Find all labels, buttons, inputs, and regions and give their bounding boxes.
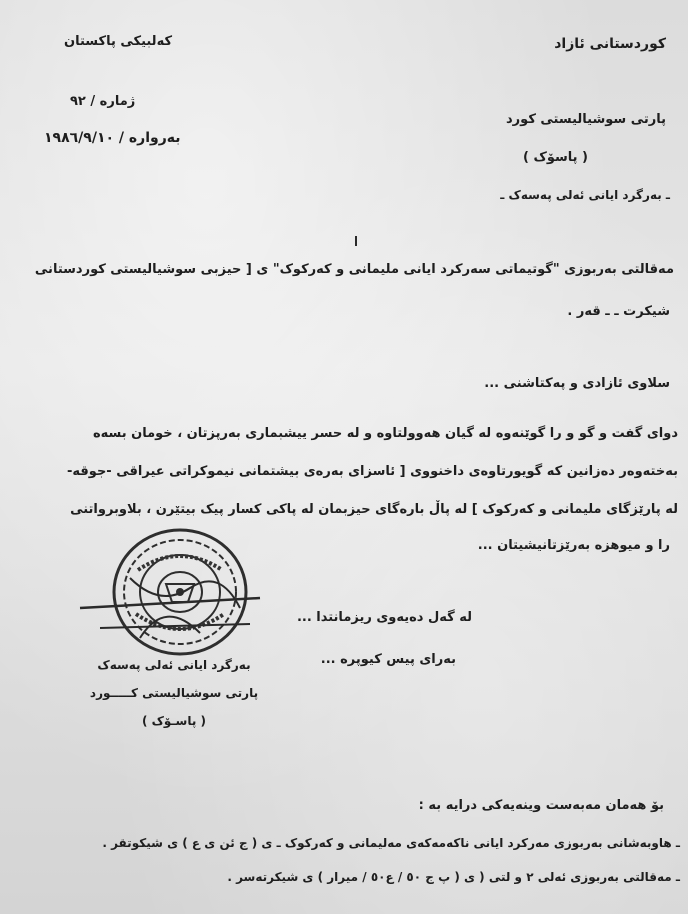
body-line-4: را و میوهزە بەرێزتانیشیتان ... bbox=[477, 538, 670, 553]
document-date: بەرواره / ١٩٨٦/٩/١٠ bbox=[44, 130, 181, 146]
addressee-line: ـ بەرگرد ایانی ئەلی پەسەک ـ bbox=[500, 188, 670, 202]
header-left-title: کەلبیکی پاکستان bbox=[64, 34, 173, 49]
signature-line-3: ( پاسـۆک ) bbox=[141, 714, 207, 728]
subject-line-2: شیکرت ـ ـ قەر . bbox=[567, 304, 670, 319]
signature-block bbox=[64, 658, 284, 738]
cc-line-1: ـ هاوبەشانی بەربوزی مەرکرد ایانی ناکەمەکەی مەلیمانی و کەرکوک ـ ی ( ج ئن ی ع ) ی شیکوتقر . bbox=[102, 836, 680, 850]
greeting: سلاوی ئازادی و پەکتاشنی ... bbox=[484, 376, 670, 391]
document-number: ژمارە / ٩٢ bbox=[70, 94, 136, 109]
signature-line-2: پارتی سوشیالیستی کـــــورد bbox=[89, 686, 259, 700]
closing-line-1: لە گەل دەیەوی ریزمانتدا ... bbox=[296, 610, 472, 625]
body-line-3: لە پارێزگای ملیمانی و کەرکوک ] لە پاڵ بارەگای حیزبمان لە پاکی کسار پیک بیتێرن ، بلاوبرواتنی bbox=[70, 502, 678, 517]
subject-line-1: مەقالتی بەربوزی "گوتیماتی سەرکرد ایانی ملیمانی و کەرکوک" ی [ حیزبی سوشیالیستی کوردستانی bbox=[34, 262, 674, 277]
cc-line-2: ـ مەقالتی بەربوزی ئەلی ٢ و لتی ( ی ( پ ج ٥٠ / ع٥٠ / میرار ) ی شیکرتەسر . bbox=[227, 870, 680, 884]
signature-line-1: بەرگرد ایانی ئەلی پەسەک bbox=[97, 658, 251, 672]
body-line-1: دوای گفت و گو و را گوێنەوە لە گیان هەوولتاوە و لە حسر ییشبماری بەرپزتان ، خومان بسەە bbox=[92, 426, 678, 441]
handwritten-signature bbox=[70, 568, 270, 648]
ink-mark bbox=[355, 236, 357, 246]
party-name: پارتی سوشیالیستی کورد bbox=[506, 112, 666, 127]
body-line-2: بەختەوەر دەزانین کە گویورتاوەی داخنووی [ ئاسزای بەرەی بیشتمانی نیموکراتی عیراقی -جوقە- bbox=[67, 464, 678, 479]
header-right-title: کوردستانی ئازاد bbox=[554, 36, 666, 52]
closing-line-2: بەرای پیس کیوپرە ... bbox=[320, 652, 456, 667]
cc-heading: بۆ هەمان مەبەست وینەیەکی درایە بە : bbox=[418, 798, 664, 813]
party-acronym: ( پاسۆک ) bbox=[523, 150, 588, 165]
